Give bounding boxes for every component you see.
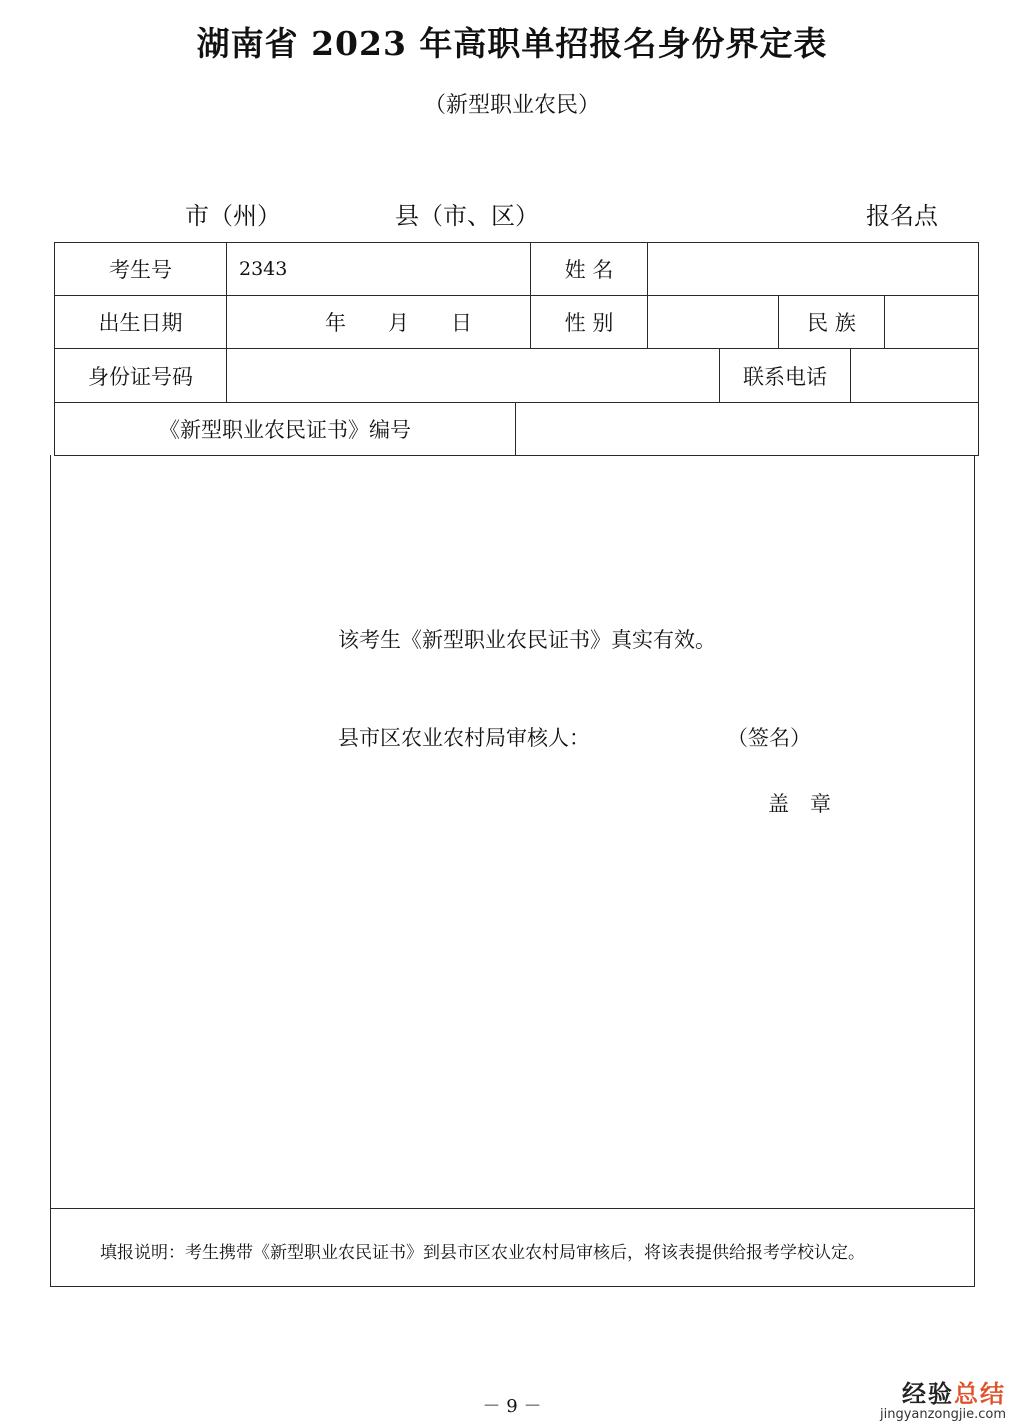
table-row-divider bbox=[50, 1208, 975, 1209]
verification-statement: 该考生《新型职业农民证书》真实有效。 bbox=[338, 628, 716, 652]
watermark-text-b: 总结 bbox=[954, 1380, 1006, 1408]
table-border-bottom bbox=[50, 1286, 975, 1287]
table-border-left bbox=[50, 455, 51, 1287]
table-row-divider bbox=[54, 455, 979, 456]
gender-label: 性 别 bbox=[564, 311, 614, 335]
region-city-label: 市（州） bbox=[185, 202, 281, 230]
exam-no-value: 2343 bbox=[239, 258, 288, 280]
certificate-number-field[interactable] bbox=[516, 403, 978, 455]
region-site-label: 报名点 bbox=[866, 202, 938, 230]
ethnic-field[interactable] bbox=[885, 296, 978, 348]
page-number: － 9 － bbox=[482, 1396, 542, 1417]
table-border-right bbox=[974, 455, 975, 1287]
phone-label: 联系电话 bbox=[743, 364, 827, 389]
id-number-field[interactable] bbox=[227, 349, 719, 402]
reviewer-label: 县市区农业农村局审核人： bbox=[338, 726, 590, 750]
exam-no-label: 考生号 bbox=[109, 258, 172, 282]
watermark-url: jingyanzongjie.com bbox=[879, 1407, 1006, 1422]
certificate-number-label: 《新型职业农民证书》编号 bbox=[159, 418, 411, 442]
gender-field[interactable] bbox=[648, 296, 778, 348]
name-field[interactable] bbox=[648, 243, 978, 295]
site-watermark bbox=[880, 1374, 1006, 1422]
id-number-label: 身份证号码 bbox=[88, 364, 193, 389]
filling-instructions: 填报说明：考生携带《新型职业农民证书》到县市区农业农村局审核后，将该表提供给报考学校认定。 bbox=[100, 1243, 865, 1263]
region-county-label: 县（市、区） bbox=[395, 202, 539, 230]
signature-label: （签名） bbox=[727, 726, 811, 750]
document-title: 湖南省 2023 年高职单招报名身份界定表 bbox=[196, 24, 828, 63]
seal-label: 盖 章 bbox=[768, 792, 831, 816]
table-border-right bbox=[978, 242, 979, 455]
birth-date-label: 出生日期 bbox=[98, 311, 183, 335]
phone-field[interactable] bbox=[851, 349, 978, 402]
watermark-text-a: 经验 bbox=[902, 1380, 954, 1408]
document-subtitle: （新型职业农民） bbox=[423, 93, 600, 118]
name-label: 姓 名 bbox=[564, 258, 614, 282]
ethnic-label: 民 族 bbox=[807, 311, 856, 335]
birth-date-field[interactable]: 年 月 日 bbox=[325, 311, 472, 335]
